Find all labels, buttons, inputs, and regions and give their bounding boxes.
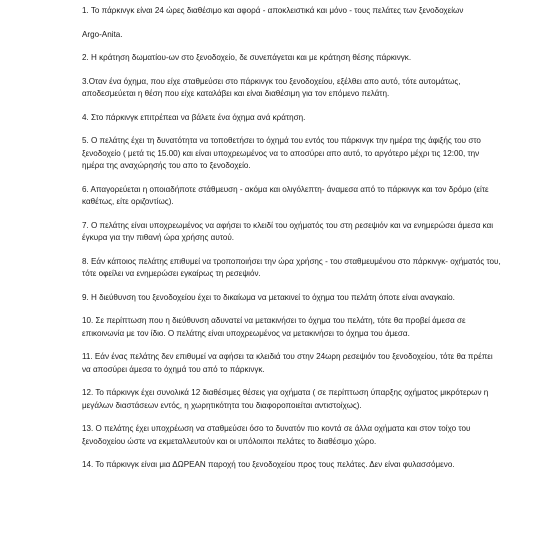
- paragraph-7: 7. Ο πελάτης είναι υποχρεωμένος να αφήσει το κλειδί του οχήματός του στη ρεσεψιόν και να ενημερώσει άμεσα και έγκυρα για την πιθανή ώρα χρήσης αυτού.: [82, 220, 494, 243]
- paragraph-2: 2. Η κράτηση δωματίου-ων στο ξενοδοχείο, δε συνεπάγεται και με κράτηση θέσης πάρκινγκ.: [82, 53, 412, 63]
- paragraph-3: 3.Οταν ένα όχημα, που είχε σταθμεύσει στο πάρκινγκ του ξενοδοχείου, εξέλθει απο αυτό, τότε αυτομάτως, αποδεσμεύεται η θέση που είχε καταλάβει και είναι διαθέσιμη για τον επόμενο πελάτη.: [82, 76, 461, 99]
- paragraph-12: 12. Το πάρκινγκ έχει συνολικά 12 διαθέσιμες θέσεις για οχήματα ( σε περίπτωση ύπαρξης οχήματος μικρότερων η μεγάλων διαστάσεων εντός, η χωρητικότητα του διαφοροποιείται αντιστοίχως).: [82, 388, 489, 410]
- paragraph-10: 10. Σε περίπτωση που η διεύθυνση αδυνατεί να μετακινήσει το όχημα του πελάτη, τότε θα προβεί άμεσα σε επικοινωνία με τον ίδιο. Ο πελάτης είναι υποχρεωμένος να μετακινήσει το όχημα του άμεσα.: [82, 316, 466, 338]
- paragraph-9: 9. Η διεύθυνση του ξενοδοχείου έχει το δικαίωμα να μετακινεί το όχημα του πελάτη όποτε είναι αναγκαίο.: [82, 292, 455, 302]
- paragraph-8: 8. Εάν κάποιος πελάτης επιθυμεί να τροποποιήσει την ώρα χρήσης - του σταθμευμένου στο πάρκινγκ- οχήματός του, τότε οφείλει να ενημερώσει εγκαίρως τη ρεσεψιόν.: [82, 256, 501, 279]
- paragraph-6: 6. Απαγορεύεται η οποιαδήποτε στάθμευση - ακόμα και ολιγόλεπτη- άναμεσα από το πάρκινγκ και τον δρόμο (είτε καθέτως, είτε οριζοντίως).: [82, 184, 489, 207]
- paragraph-1-continued: Argo-Anita.: [82, 29, 123, 39]
- paragraph-14: 14. Το πάρκινγκ είναι μια ΔΩΡΕΑΝ παροχή του ξενοδοχείου προς τους πελάτες. Δεν είναι φυλασσόμενο.: [82, 460, 455, 470]
- paragraph-4: 4. Στο πάρκινγκ επιτρέπεαι να βάλετε ένα όχημα ανά κράτηση.: [82, 112, 306, 122]
- paragraph-5: 5. Ο πελάτης έχει τη δυνατότητα να τοποθετήσει το όχημά του εντός του πάρκινγκ την ημέρα της άφιξής του στο ξενοδοχείο ( μετά τις 15.00) και είναι υποχρεωμένος να το αποσύρει απο αυτό, το αργότερο μέχρι τις 12:00, την ημέρα της αναχώρησής του απο το ξενοδοχείο.: [82, 136, 481, 171]
- paragraph-1: 1. Το πάρκινγκ είναι 24 ώρες διαθέσιμο και αφορά - αποκλειστικά και μόνο - τους πελάτες των ξενοδοχείων: [82, 6, 464, 15]
- paragraph-11: 11. Εάν ένας πελάτης δεν επιθυμεί να αφήσει τα κλειδιά του στην 24ωρη ρεσεψιόν του ξενοδοχείου, τότε θα πρέπει να αποσύρει άμεσα το όχημά του από το πάρκινγκ.: [82, 352, 493, 374]
- paragraph-13: 13. Ο πελάτης έχει υποχρέωση να σταθμεύσει όσο το δυνατόν πιο κοντά σε άλλα οχήματα και στον τοίχο του ξενοδοχείου ώστε να εκμεταλλευτούν και οι υπόλοιποι πελάτες το διαθέσιμο χώρο.: [82, 424, 471, 446]
